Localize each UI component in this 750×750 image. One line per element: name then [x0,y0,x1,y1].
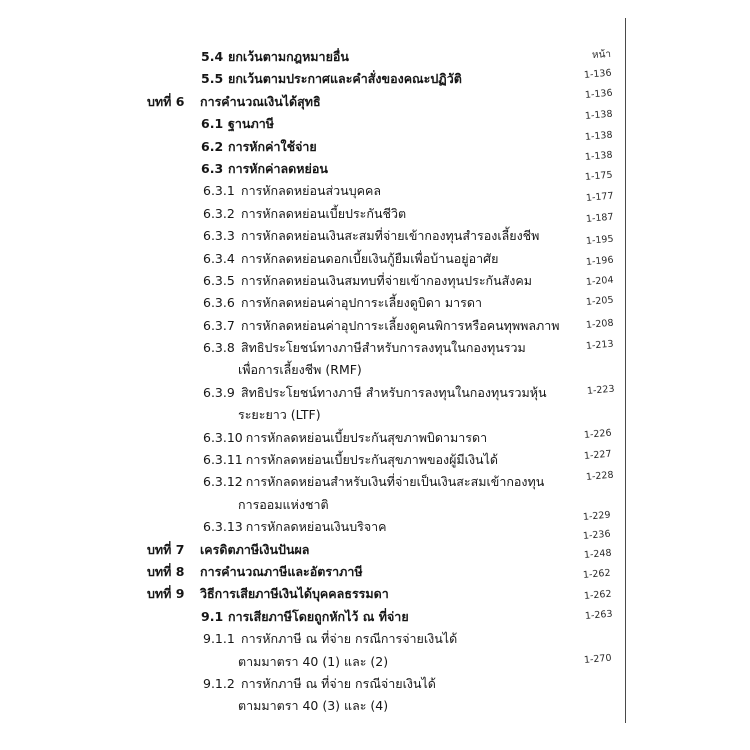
entry-number: 9.1 [201,608,224,624]
page-column-header: หน้า [591,49,612,61]
chapter-title: การคำนวณภาษีและอัตราภาษี [200,563,363,579]
entry-title: การหักลดหย่อนสำหรับเงินที่จ่ายเป็นเงินสะสมเข้ากองทุน [245,474,545,490]
entry-title: ยกเว้นตามประกาศและคำสั่งของคณะปฏิวัติ [228,71,462,87]
entry-number: 6.3.6 [203,295,235,311]
entry-title: การหักลดหย่อนเบี้ยประกันชีวิต [241,205,407,221]
toc-entry-continuation [0,494,580,516]
page-number: 1-138 [584,108,613,122]
page-number: 1-223 [586,383,615,397]
entry-number: 6.3 [201,160,224,176]
entry-title: การหักลดหย่อนเงินบริจาค [245,519,387,535]
toc-subentry [0,628,580,650]
chapter-title: วิธีการเสียภาษีเงินได้บุคคลธรรมดา [200,586,389,602]
page-number: 1-177 [585,190,614,204]
toc-entry [0,113,580,135]
toc-entry [0,68,580,90]
entry-number: 6.3.3 [203,228,235,244]
page-number: 1-187 [585,211,614,225]
entry-title: การหักค่าใช้จ่าย [228,138,317,154]
entry-title: การหักลดหย่อนดอกเบี้ยเงินกู้ยืมเพื่อบ้านอยู่อาศัย [241,250,499,266]
entry-number: 6.3.5 [203,272,235,288]
entry-continuation: การออมแห่งชาติ [238,496,329,512]
entry-number: 6.3.11 [203,452,243,468]
entry-title: การหักลดหย่อนเบี้ยประกันสุขภาพบิดามารดา [245,429,488,445]
entry-title: ยกเว้นตามกฎหมายอื่น [228,49,349,64]
entry-continuation: ตามมาตรา 40 (1) และ (2) [238,653,389,669]
entry-title: การหักค่าลดหย่อน [228,160,328,176]
chapter-number: บทที่ 8 [147,563,185,579]
toc-entry [0,136,580,158]
entry-number: 6.3.13 [203,519,243,535]
entry-title: การหักลดหย่อนส่วนบุคคล [241,183,382,199]
entry-number: 6.1 [201,116,224,132]
entry-number: 6.3.7 [203,317,235,333]
entry-number: 6.3.2 [203,205,235,221]
page-number: 1-205 [585,294,614,308]
toc-subentry [0,449,580,471]
entry-title: การหักภาษี ณ ที่จ่าย กรณีการจ่ายเงินได้ [241,631,458,647]
page-number: 1-263 [584,608,613,622]
page-number: 1-229 [582,509,611,523]
page-number: 1-195 [585,233,614,247]
entry-title: สิทธิประโยชน์ทางภาษี สำหรับการลงทุนในกองทุนรวมหุ้น [241,384,547,400]
toc-subentry [0,225,580,247]
entry-number: 9.1.2 [203,675,235,691]
entry-number: 6.3.1 [203,183,235,199]
page-number: 1-196 [585,254,614,268]
entry-number: 5.4 [201,49,224,64]
chapter-number: บทที่ 7 [147,541,185,557]
entry-continuation: เพื่อการเลี้ยงชีพ (RMF) [238,362,362,378]
toc-subentry [0,673,580,695]
toc-subentry [0,382,580,404]
page-number: 1-236 [582,528,611,542]
entry-number: 6.3.9 [203,384,235,400]
page-number: 1-262 [582,567,611,581]
toc-subentry [0,270,580,292]
page-number: 1-136 [583,67,612,81]
entry-number: 6.3.10 [203,429,243,445]
entry-continuation: ระยะยาว (LTF) [238,407,321,423]
toc-entry-continuation [0,695,580,717]
page-number: 1-208 [585,317,614,331]
entry-number: 5.5 [201,71,224,87]
toc-entry-continuation [0,651,580,673]
entry-title: ฐานภาษี [228,116,274,132]
chapter-title: เครดิตภาษีเงินปันผล [200,541,310,557]
entry-title: การหักลดหย่อนค่าอุปการะเลี้ยงดูคนพิการหรือคนทุพพลภาพ [241,317,560,333]
entry-continuation: ตามมาตรา 40 (3) และ (4) [238,698,389,714]
entry-number: 6.2 [201,138,224,154]
toc-chapter-entry [0,539,580,561]
chapter-title: การคำนวณเงินได้สุทธิ [200,93,321,109]
page-number: 1-227 [583,448,612,462]
page-edge-line [625,18,626,723]
entry-title: การเสียภาษีโดยถูกหักไว้ ณ ที่จ่าย [228,608,409,624]
entry-number: 6.3.4 [203,250,235,266]
entry-title: การหักลดหย่อนเงินสะสมที่จ่ายเข้ากองทุนสำรองเลี้ยงชีพ [241,228,540,244]
toc-subentry [0,427,580,449]
toc-entry [0,158,580,180]
entry-number: 6.3.12 [203,474,243,490]
page-number: 1-262 [583,588,612,602]
entry-number: 9.1.1 [203,631,235,647]
page-number: 1-138 [584,129,613,143]
page-number: 1-248 [583,547,612,561]
toc-subentry [0,248,580,270]
page-number: 1-136 [584,87,613,101]
toc-entry [0,606,580,628]
toc-subentry [0,516,580,538]
toc-subentry [0,180,580,202]
toc-chapter-entry [0,91,580,113]
page-number: 1-226 [583,427,612,441]
table-of-contents [0,46,580,718]
page-number: 1-204 [585,274,614,288]
toc-chapter-entry [0,561,580,583]
entry-title: สิทธิประโยชน์ทางภาษีสำหรับการลงทุนในกองทุนรวม [241,340,526,356]
toc-subentry [0,337,580,359]
page-number: 1-270 [583,652,612,666]
toc-entry-continuation [0,404,580,426]
chapter-number: บทที่ 6 [147,93,185,109]
toc-subentry [0,471,580,493]
entry-number: 6.3.8 [203,340,235,356]
page-number: 1-138 [584,149,613,163]
toc-chapter-entry [0,583,580,605]
toc-entry [0,46,580,68]
page-number: 1-228 [585,469,614,483]
toc-subentry [0,315,580,337]
chapter-number: บทที่ 9 [147,586,185,602]
entry-title: การหักลดหย่อนเบี้ยประกันสุขภาพของผู้มีเงินได้ [245,452,498,468]
toc-subentry [0,292,580,314]
page-number: 1-175 [584,169,613,183]
entry-title: การหักลดหย่อนค่าอุปการะเลี้ยงดูบิดา มารดา [241,295,482,311]
entry-title: การหักภาษี ณ ที่จ่าย กรณีจ่ายเงินได้ [241,675,436,691]
toc-entry-continuation [0,359,580,381]
entry-title: การหักลดหย่อนเงินสมทบที่จ่ายเข้ากองทุนประกันสังคม [241,272,532,288]
page-number: 1-213 [585,338,614,352]
toc-subentry [0,203,580,225]
